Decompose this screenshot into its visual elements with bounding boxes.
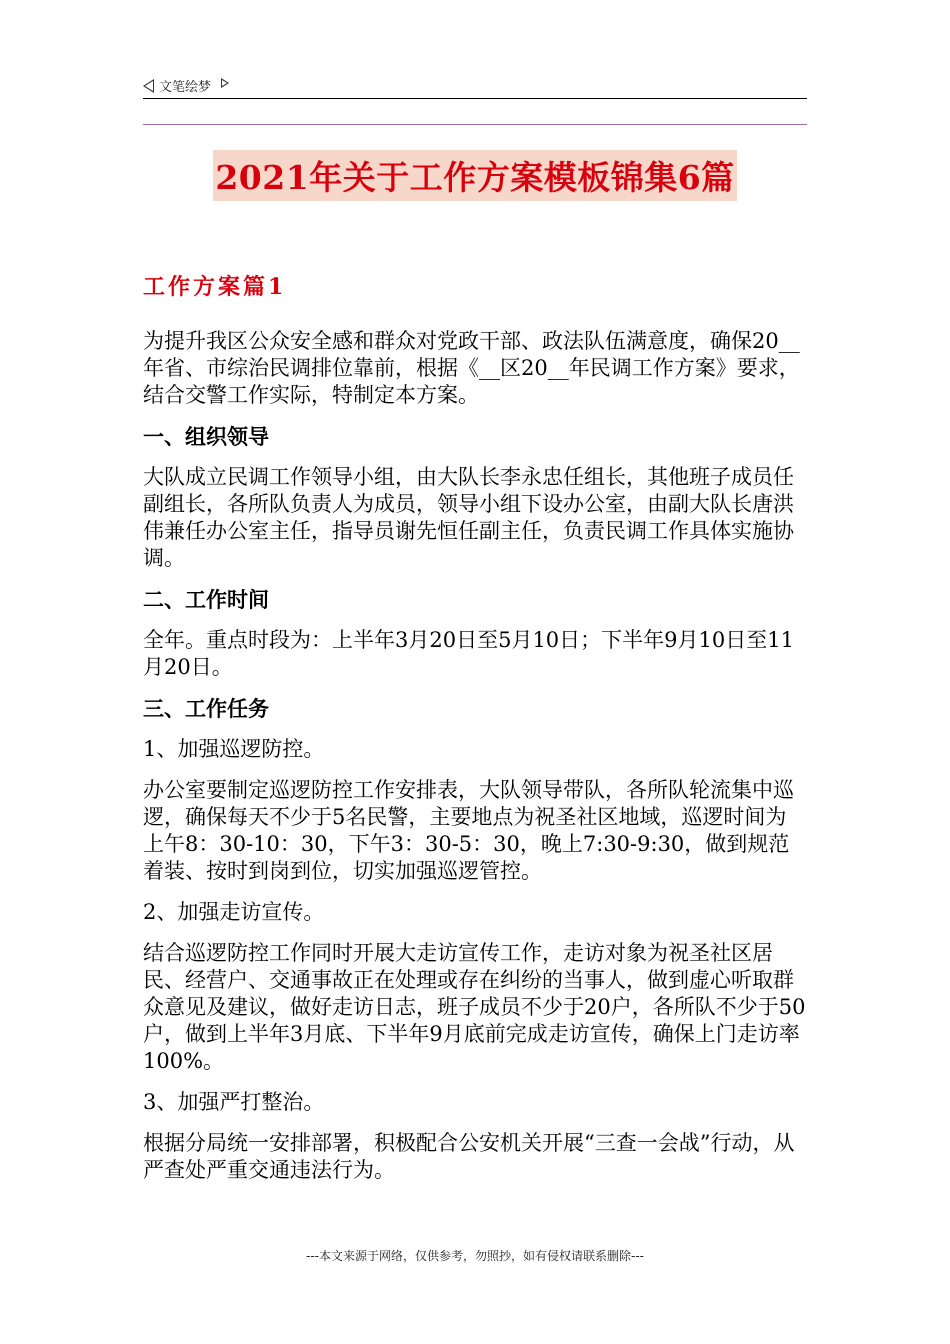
triangle-right-icon [221,78,229,88]
document-title-wrap [0,150,950,201]
triangle-left-icon [143,79,154,93]
footer-note: ---本文来源于网络，仅供参考，勿照抄，如有侵权请联系删除--- [306,1249,644,1263]
brand-name: 文笔绘梦 [159,80,212,95]
section-heading: 三、工作任务 [143,696,269,721]
header-brand [143,76,229,95]
list-item-heading: 1、加强巡逻防控。 [143,737,325,761]
section-title: 工作方案篇1 [143,274,287,300]
section-heading: 二、工作时间 [143,587,269,612]
paragraph: 根据分局统一安排部署，积极配合公安机关开展“三查一会战”行动，从严查处严重交通违法行为。 [143,1131,795,1182]
header-rule [143,98,807,99]
paragraph: 大队成立民调工作领导小组，由大队长李永忠任组长，其他班子成员任副组长，各所队负责人为成员，领导小组下设办公室，由副大队长唐洪伟兼任办公室主任，指导员谢先恒任副主任，负责民调工作具体实施协调。 [143,465,794,570]
paragraph: 全年。重点时段为：上半年3月20日至5月10日；下半年9月10日至11月20日。 [143,628,794,679]
document-body [143,272,807,1198]
paragraph: 结合巡逻防控工作同时开展大走访宣传工作，走访对象为祝圣社区居民、经营户、交通事故正在处理或存在纠纷的当事人，做到虚心听取群众意见及建议，做好走访日志，班子成员不少于20户，各所队不少于50户，做到上半年3月底、下半年9月底前完成走访宣传，确保上门走访率100%。 [143,941,806,1073]
paragraph: 为提升我区公众安全感和群众对党政干部、政法队伍满意度，确保20__年省、市综治民调排位靠前，根据《__区20__年民调工作方案》要求，结合交警工作实际，特制定本方案。 [143,329,800,407]
section-heading: 一、组织领导 [143,424,269,449]
header-rule-purple [143,124,807,125]
document-title: 2021年关于工作方案模板锦集6篇 [213,150,736,201]
paragraph: 办公室要制定巡逻防控工作安排表，大队领导带队，各所队轮流集中巡逻，确保每天不少于5名民警，主要地点为祝圣社区地域，巡逻时间为上午8：30-10：30，下午3：30-5：30，晚上7:30-9:30，做到规范着装、按时到岗到位，切实加强巡逻管控。 [143,778,794,883]
list-item-heading: 2、加强走访宣传。 [143,900,325,924]
list-item-heading: 3、加强严打整治。 [143,1090,325,1114]
